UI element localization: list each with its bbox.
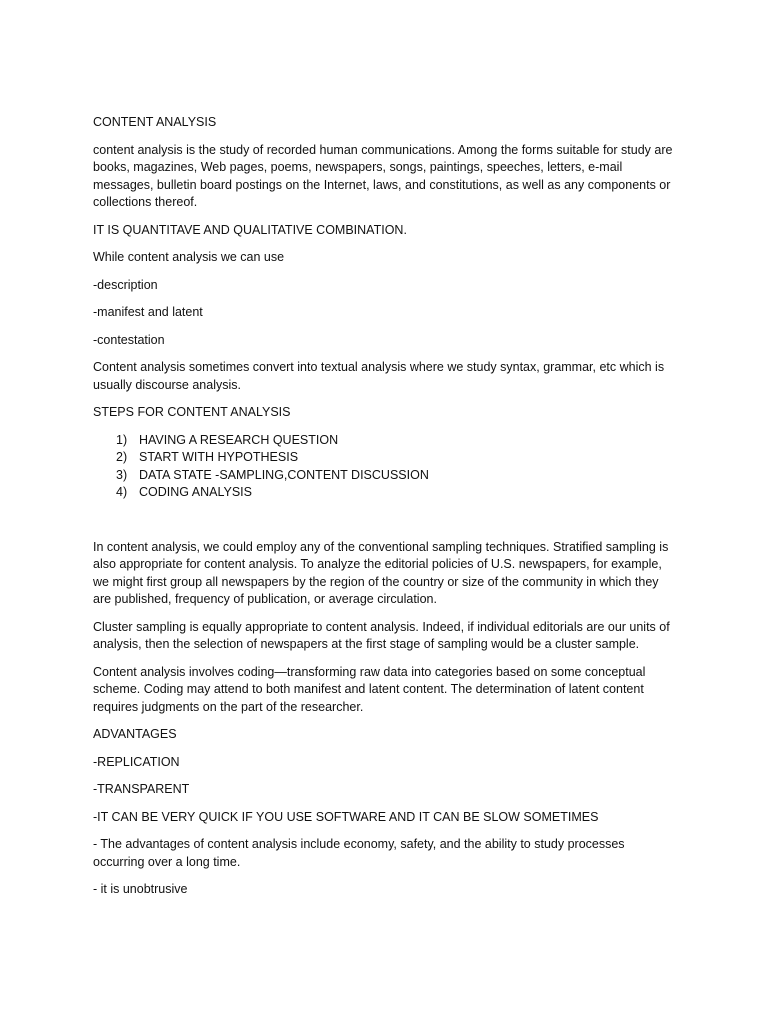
use-item: -manifest and latent — [93, 305, 203, 319]
cluster-sampling-paragraph: Cluster sampling is equally appropriate to content analysis. Indeed, if individual editorials are our units of analysis, then the selection of newspapers at the first stage of sampling would be a cluster sample. — [93, 619, 670, 651]
advantage-item: -IT CAN BE VERY QUICK IF YOU USE SOFTWARE AND IT CAN BE SLOW SOMETIMES — [93, 809, 599, 824]
advantage-item: - The advantages of content analysis include economy, safety, and the ability to study processes occurring over a long time. — [93, 837, 625, 869]
document-heading: CONTENT ANALYSIS — [93, 115, 217, 129]
steps-heading: STEPS FOR CONTENT ANALYSIS — [93, 405, 291, 419]
use-item: -contestation — [93, 332, 165, 347]
steps-list-item — [93, 467, 678, 485]
use-item: -description — [93, 277, 158, 292]
combination-line: IT IS QUANTITAVE AND QUALITATIVE COMBINATION. — [93, 222, 407, 237]
textual-analysis-paragraph: Content analysis sometimes convert into textual analysis where we study syntax, grammar, etc which is usually discourse analysis. — [93, 360, 665, 392]
sampling-paragraph: In content analysis, we could employ any of the conventional sampling techniques. Stratified sampling is also appropriate for content analysis. To analyze the editorial policies of U.S. newspapers, for example, we might first group all newspapers by the region of the country or size of the community in which they are published, frequency of publication, or average circulation. — [93, 539, 669, 606]
steps-list-item — [93, 432, 678, 450]
step-number: 2) — [116, 450, 128, 464]
advantage-item: -TRANSPARENT — [93, 782, 190, 796]
step-number: 4) — [116, 485, 128, 499]
coding-paragraph: Content analysis involves coding—transforming raw data into categories based on some conceptual scheme. Coding may attend to both manifest and latent content. The determination of latent content requires judgments on the part of the researcher. — [93, 664, 646, 714]
step-text: HAVING A RESEARCH QUESTION — [139, 432, 339, 447]
use-intro-line: While content analysis we can use — [93, 250, 285, 264]
step-text: DATA STATE -SAMPLING,CONTENT DISCUSSION — [139, 467, 429, 482]
steps-list-item — [93, 484, 678, 502]
advantage-item: -REPLICATION — [93, 754, 180, 769]
step-text: START WITH HYPOTHESIS — [139, 450, 299, 464]
steps-list — [93, 432, 678, 502]
advantage-item: - it is unobtrusive — [93, 882, 188, 896]
steps-list-item — [93, 449, 678, 467]
definition-paragraph: content analysis is the study of recorded human communications. Among the forms suitable for study are books, magazines, Web pages, poems, newspapers, songs, paintings, speeches, letters, e-mail messages, bulletin board postings on the Internet, laws, and constitutions, as well as any components or collections thereof. — [93, 142, 673, 209]
step-number: 3) — [116, 467, 128, 482]
step-number: 1) — [116, 432, 128, 447]
document-page — [93, 114, 678, 909]
blank-line — [93, 512, 678, 539]
advantages-heading: ADVANTAGES — [93, 727, 177, 741]
step-text: CODING ANALYSIS — [139, 485, 252, 499]
